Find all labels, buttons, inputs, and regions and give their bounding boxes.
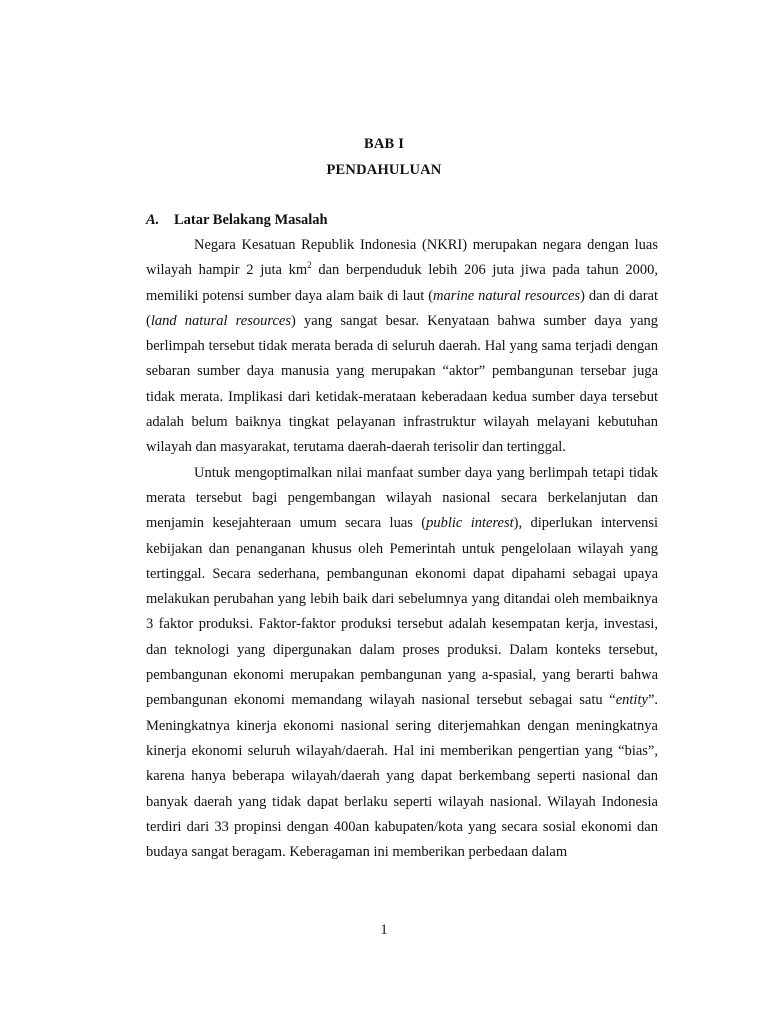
body-text bbox=[146, 233, 658, 865]
paragraph-2 bbox=[146, 461, 658, 866]
paragraph-1 bbox=[146, 233, 658, 461]
italic-term: public interest bbox=[426, 515, 514, 532]
italic-term: land natural resources bbox=[150, 312, 291, 329]
text-run: Negara Kesatuan Republik Indonesia (NKRI) merupakan negara dengan luas wilayah hampir 2 juta km bbox=[146, 237, 658, 279]
section-title: Latar Belakang Masalah bbox=[174, 212, 328, 228]
text-run: ) yang sangat besar. Kenyataan bahwa sumber daya yang berlimpah tersebut tidak merata berada di seluruh daerah. Hal yang sama terjadi dengan sebaran sumber daya manusia yang merupakan “aktor” pembangunan tersebar juga tidak merata. Implikasi dari ketidak-merataan keberadaan kedua sumber daya tersebut adalah belum baiknya tingkat pelayanan infrastruktur wilayah melayani kebutuhan wilayah dan masyarakat, terutama daerah-daerah terisolir dan tertinggal. bbox=[146, 312, 659, 456]
text-run: Untuk mengoptimalkan nilai manfaat sumber daya yang berlimpah tetapi tidak merata tersebut bagi pengembangan wilayah nasional secara berkelanjutan dan menjamin kesejahteraan umum secara luas ( bbox=[146, 464, 658, 532]
italic-term: marine natural resources bbox=[433, 287, 581, 304]
text-run: ), diperlukan intervensi kebijakan dan penanganan khusus oleh Pemerintah untuk pengelolaan wilayah yang tertinggal. Secara sederhana, pembangunan ekonomi dapat dipahami sebagai upaya melakukan perubahan yang lebih baik dari sebelumnya yang ditandai oleh membaiknya 3 faktor produksi. Faktor-faktor produksi tersebut adalah kesempatan kerja, investasi, dan teknologi yang dipergunakan dalam proses produksi. Dalam konteks tersebut, pembangunan ekonomi merupakan pembangunan yang a-spasial, yang berarti bahwa pembangunan ekonomi memandang wilayah nasional tersebut sebagai satu “ bbox=[146, 515, 659, 709]
chapter-title: PENDAHULUAN bbox=[326, 162, 442, 178]
page-number: 1 bbox=[380, 922, 388, 938]
section-heading bbox=[146, 212, 328, 229]
text-run: ”. Meningkatnya kinerja ekonomi nasional sering diterjemahkan dengan meningkatnya kinerja ekonomi seluruh wilayah/daerah. Hal ini memberikan pengertian yang “bias”, karena hanya beberapa wilayah/daerah yang dapat berkembang seperti nasional dan banyak daerah yang tidak dapat berlaku seperti wilayah nasional. Wilayah Indonesia terdiri dari 33 propinsi dengan 400an kabupaten/kota yang secara sosial ekonomi dan budaya sangat beragam. Keberagaman ini memberikan perbedaan dalam bbox=[146, 692, 658, 861]
chapter-number: BAB I bbox=[363, 136, 405, 152]
superscript: 2 bbox=[307, 260, 312, 271]
text-run: ) dan di darat ( bbox=[146, 287, 659, 329]
text-run: dan berpenduduk lebih 206 juta jiwa pada tahun 2000, memiliki potensi sumber daya alam baik di laut ( bbox=[146, 262, 658, 304]
italic-term: entity bbox=[615, 692, 648, 709]
section-letter: A. bbox=[146, 212, 160, 228]
